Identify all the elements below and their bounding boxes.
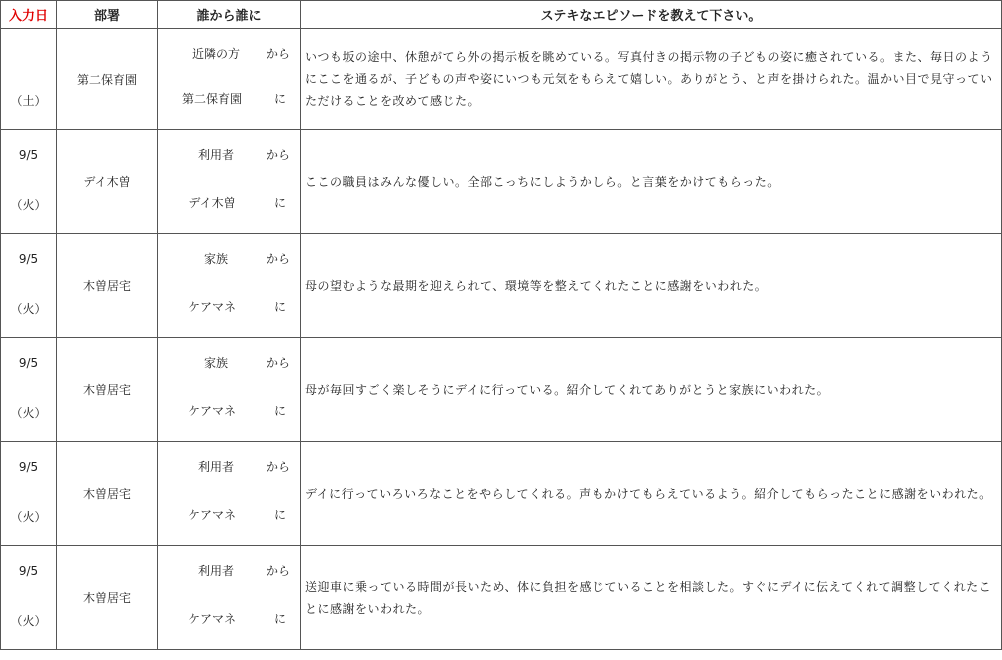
from-person: 家族 — [203, 252, 228, 266]
episode-cell: 送迎車に乗っている時間が長いため、体に負担を感じていることを相談した。すぐにデイに伝えてくれて調整してくれたことに感謝をいわれた。 — [301, 546, 1002, 650]
department-cell: 木曽居宅 — [57, 442, 158, 546]
date-cell — [1, 29, 57, 130]
table-row — [1, 234, 1002, 338]
department-cell: 木曽居宅 — [57, 338, 158, 442]
from-suffix: から — [265, 252, 290, 266]
header-date: 入力日 — [1, 1, 57, 29]
day-of-week: （火） — [10, 198, 47, 212]
who-cell — [158, 29, 301, 130]
to-person: デイ木曽 — [188, 196, 236, 210]
date-value: 9/5 — [18, 148, 39, 162]
date-cell — [1, 442, 57, 546]
to-person: ケアマネ — [187, 300, 236, 314]
date-cell — [1, 234, 57, 338]
header-row — [1, 1, 1002, 29]
table-row — [1, 29, 1002, 130]
episode-cell: ここの職員はみんな優しい。全部こっちにしようかしら。と言葉をかけてもらった。 — [301, 130, 1002, 234]
to-suffix: に — [273, 612, 286, 626]
day-of-week: （火） — [10, 406, 47, 420]
table-row — [1, 442, 1002, 546]
who-cell — [158, 442, 301, 546]
date-value: 9/5 — [18, 356, 39, 370]
from-suffix: から — [265, 564, 290, 578]
from-suffix: から — [265, 47, 290, 61]
to-suffix: に — [273, 92, 286, 106]
who-cell — [158, 130, 301, 234]
date-cell — [1, 130, 57, 234]
table-row — [1, 338, 1002, 442]
to-suffix: に — [273, 196, 286, 210]
department-cell: デイ木曽 — [57, 130, 158, 234]
to-person: 第二保育園 — [181, 92, 242, 106]
episode-cell: いつも坂の途中、休憩がてら外の掲示板を眺めている。写真付きの掲示物の子どもの姿に癒されている。また、毎日のようにここを通るが、子どもの声や姿にいつも元気をもらえて嬉しい。ありがとう、と声を掛けられた。温かい目で見守っていただけることを改めて感じた。 — [301, 29, 1002, 130]
day-of-week: （火） — [10, 510, 47, 524]
episode-cell: 母の望むような最期を迎えられて、環境等を整えてくれたことに感謝をいわれた。 — [301, 234, 1002, 338]
date-value: 9/5 — [18, 460, 39, 474]
from-person: 近隣の方 — [191, 47, 240, 61]
from-person: 利用者 — [197, 460, 234, 474]
date-value: 9/5 — [18, 252, 39, 266]
to-suffix: に — [273, 404, 286, 418]
who-cell — [158, 234, 301, 338]
date-value: 9/5 — [18, 564, 39, 578]
header-episode: ステキなエピソードを教えて下さい。 — [301, 1, 1002, 29]
from-suffix: から — [265, 356, 290, 370]
department-cell: 木曽居宅 — [57, 546, 158, 650]
who-cell — [158, 338, 301, 442]
day-of-week: （火） — [10, 614, 47, 628]
to-suffix: に — [273, 508, 286, 522]
to-person: ケアマネ — [187, 612, 236, 626]
table-row — [1, 546, 1002, 650]
to-person: ケアマネ — [187, 508, 236, 522]
date-cell — [1, 338, 57, 442]
to-person: ケアマネ — [187, 404, 236, 418]
from-person: 利用者 — [197, 564, 234, 578]
department-cell: 木曽居宅 — [57, 234, 158, 338]
from-suffix: から — [265, 460, 290, 474]
header-department: 部署 — [57, 1, 158, 29]
from-suffix: から — [265, 148, 290, 162]
day-of-week: （火） — [10, 302, 47, 316]
to-suffix: に — [273, 300, 286, 314]
episode-cell: 母が毎回すごく楽しそうにデイに行っている。紹介してくれてありがとうと家族にいわれた。 — [301, 338, 1002, 442]
table-row — [1, 130, 1002, 234]
from-person: 利用者 — [197, 148, 234, 162]
day-of-week: （土） — [10, 94, 47, 108]
from-person: 家族 — [203, 356, 228, 370]
who-cell — [158, 546, 301, 650]
department-cell: 第二保育園 — [57, 29, 158, 130]
episode-cell: デイに行っていろいろなことをやらしてくれる。声もかけてもらえているよう。紹介してもらったことに感謝をいわれた。 — [301, 442, 1002, 546]
date-cell — [1, 546, 57, 650]
header-who: 誰から誰に — [158, 1, 301, 29]
